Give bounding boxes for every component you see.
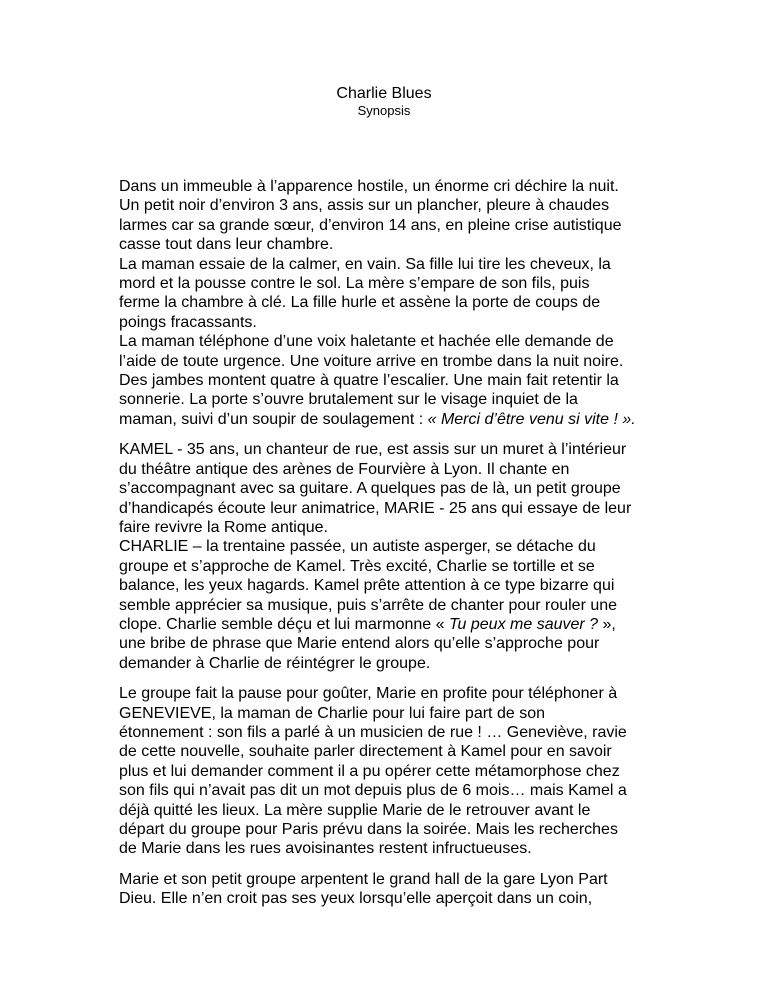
- text-line: de Marie dans les rues avoisinantes restent infructueuses.: [119, 840, 532, 858]
- text-line: Un petit noir d’environ 3 ans, assis sur un plancher, pleure à chaudes: [119, 197, 610, 215]
- text-line: déjà quitté les lieux. La mère supplie Marie de le retrouver avant le: [119, 801, 591, 819]
- paragraph: [119, 870, 679, 909]
- text-line: Le groupe fait la pause pour goûter, Marie en profite pour téléphoner à: [119, 685, 618, 703]
- text-line: son fils qui n’avait pas dit un mot depuis plus de 6 mois… mais Kamel a: [119, 782, 627, 800]
- text-fragment: clope. Charlie semble déçu et lui marmonne «: [119, 615, 449, 633]
- text-line: plus et lui demander comment il a pu opérer cette métamorphose chez: [119, 762, 620, 780]
- text-line: mord et la pousse contre le sol. La mère s’empare de son fils, puis: [119, 275, 590, 293]
- text-line: La maman téléphone d’une voix haletante et hachée elle demande de: [119, 333, 614, 351]
- text-line: départ du groupe pour Paris prévu dans la soirée. Mais les recherches: [119, 821, 618, 838]
- text-line: d’handicapés écoute leur animatrice, MARIE - 25 ans qui essaye de leur: [119, 499, 632, 517]
- text-line: larmes car sa grande sœur, d’environ 14 ans, en pleine crise autistique: [119, 216, 622, 234]
- text-line: s’accompagnant avec sa guitare. A quelques pas de là, un petit groupe: [119, 480, 621, 498]
- text-line: étonnement : son fils a parlé à un musicien de rue ! … Geneviève, ravie: [119, 723, 627, 741]
- paragraph: [119, 440, 679, 673]
- text-line: faire revivre la Rome antique.: [119, 518, 328, 536]
- title-block: [0, 84, 768, 119]
- text-line: casse tout dans leur chambre.: [119, 236, 334, 254]
- text-line: demander à Charlie de réintégrer le groupe.: [119, 654, 431, 672]
- text-line: Dieu. Elle n’en croit pas ses yeux lorsqu’elle aperçoit dans un coin,: [119, 890, 593, 908]
- document-subtitle: Synopsis: [357, 103, 411, 118]
- text-line: sonnerie. La porte s’ouvre brutalement sur le visage inquiet de la: [119, 391, 578, 409]
- text-line: balance, les yeux hagards. Kamel prête attention à ce type bizarre qui: [119, 577, 615, 595]
- text-fragment: »,: [598, 615, 616, 633]
- text-line: une bribe de phrase que Marie entend alors qu’elle s’approche pour: [119, 635, 600, 653]
- text-line: [119, 410, 679, 429]
- text-line: du théâtre antique des arènes de Fourvière à Lyon. Il chante en: [119, 460, 570, 478]
- text-line: semble apprécier sa musique, puis s’arrête de chanter pour rouler une: [119, 596, 618, 614]
- text-line: GENEVIEVE, la maman de Charlie pour lui faire part de son: [119, 704, 545, 722]
- paragraph: [119, 177, 679, 429]
- text-line: ferme la chambre à clé. La fille hurle et assène la porte de coups de: [119, 294, 601, 312]
- text-line: KAMEL - 35 ans, un chanteur de rue, est assis sur un muret à l’intérieur: [119, 441, 627, 459]
- text-line: La maman essaie de la calmer, en vain. Sa fille lui tire les cheveux, la: [119, 255, 611, 273]
- quoted-dialogue: « Merci d’être venu si vite ! ».: [427, 410, 636, 428]
- text-line: de cette nouvelle, souhaite parler directement à Kamel pour en savoir: [119, 743, 612, 761]
- text-line: Marie et son petit groupe arpentent le grand hall de la gare Lyon Part: [119, 870, 608, 888]
- text-line: poings fracassants.: [119, 313, 257, 331]
- text-fragment: maman, suivi d’un soupir de soulagement :: [119, 410, 428, 428]
- document-title: Charlie Blues: [336, 85, 432, 102]
- document-body: [119, 177, 679, 920]
- quoted-dialogue: Tu peux me sauver ?: [448, 615, 599, 633]
- paragraph: [119, 684, 679, 859]
- text-line: CHARLIE – la trentaine passée, un autiste asperger, se détache du: [119, 538, 596, 556]
- text-line: l’aide de toute urgence. Une voiture arrive en trombe dans la nuit noire.: [119, 352, 624, 370]
- text-line: groupe et s’approche de Kamel. Très excité, Charlie se tortille et se: [119, 557, 595, 575]
- text-line: Dans un immeuble à l’apparence hostile, un énorme cri déchire la nuit.: [119, 178, 619, 195]
- text-line: Des jambes montent quatre à quatre l’escalier. Une main fait retentir la: [119, 372, 619, 390]
- text-line: [119, 615, 679, 634]
